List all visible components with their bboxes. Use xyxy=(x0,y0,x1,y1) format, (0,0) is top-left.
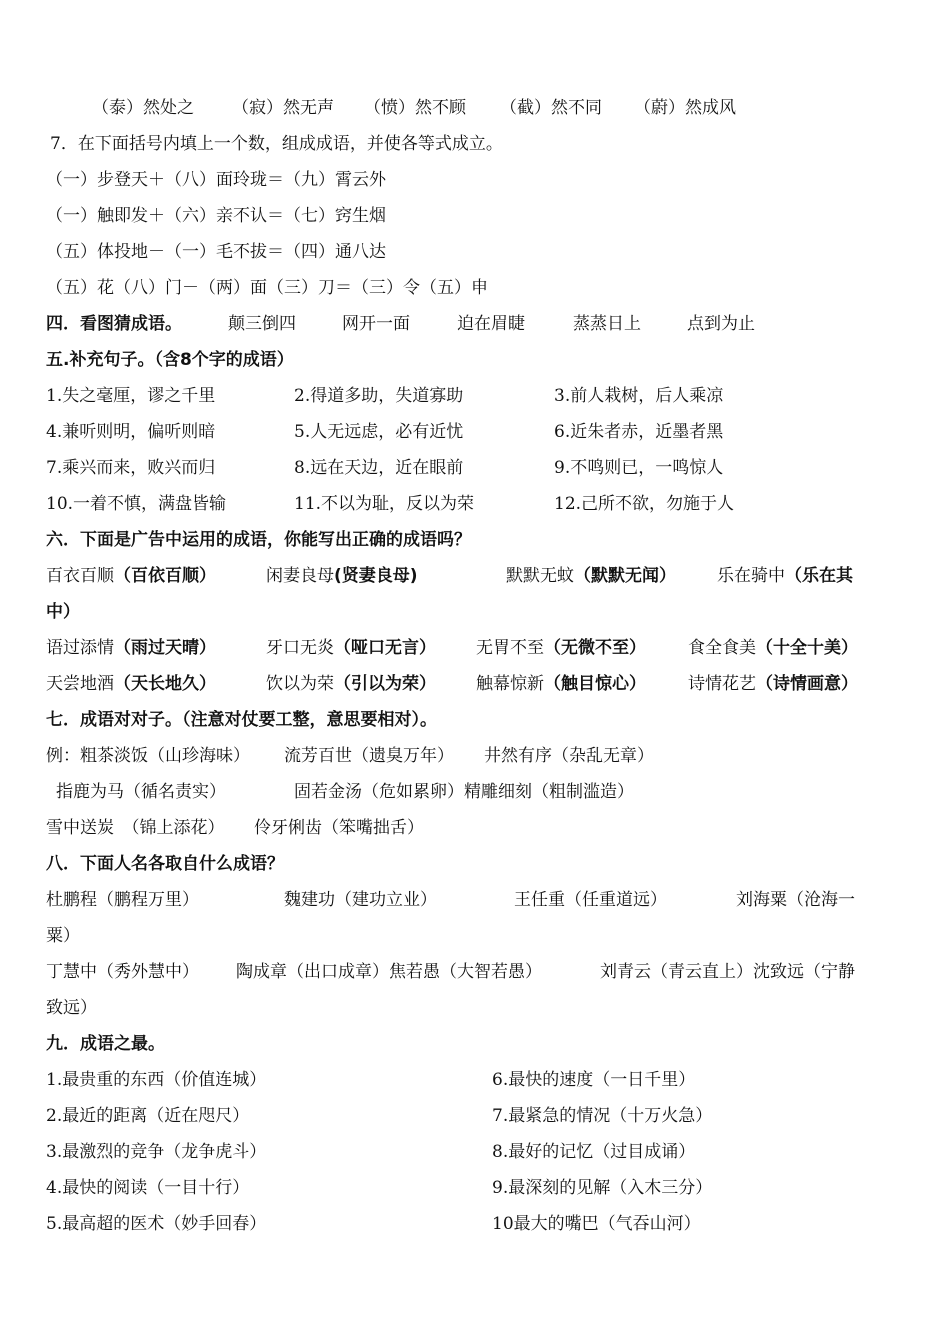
superlative-item: 10最大的嘴巴（气吞山河） xyxy=(492,1214,701,1234)
s7-row xyxy=(46,810,896,846)
superlative-item: 9.最深刻的见解（入木三分） xyxy=(492,1178,713,1198)
couplet-item: 雪中送炭 （锦上添花） xyxy=(46,818,225,838)
sentence-item: 6.近朱者赤，近墨者黑 xyxy=(554,422,724,442)
section-heading: 七．成语对对子。（注意对仗要工整，意思要相对）。 xyxy=(46,710,437,730)
s7-row xyxy=(46,738,896,774)
s8-row xyxy=(46,882,896,918)
ad-wrong: 牙口无炎 xyxy=(266,638,334,658)
s5-row xyxy=(46,450,896,486)
ad-correct: （默默无闻） xyxy=(574,566,676,586)
s9-row xyxy=(46,1062,896,1098)
s6-row xyxy=(46,630,896,666)
sentence-item: 1.失之毫厘，谬之千里 xyxy=(46,386,216,406)
ad-correct: （无微不至） xyxy=(544,638,646,658)
sentence-item: 4.兼听则明，偏听则暗 xyxy=(46,422,216,442)
name-item: 魏建功（建功立业） xyxy=(284,890,437,910)
ad-wrong: 百衣百顺 xyxy=(46,566,114,586)
section-6-heading xyxy=(46,522,896,558)
document-page xyxy=(46,90,896,1242)
couplet-item: 固若金汤（危如累卵）精雕细刻（粗制滥造） xyxy=(294,782,634,802)
s5-row xyxy=(46,378,896,414)
couplet-item: 例：粗茶淡饭（山珍海味） xyxy=(46,746,250,766)
ad-idiom xyxy=(688,666,858,702)
equation-text: （五）花（八）门－（两）面（三）刀＝（三）令（五）申 xyxy=(46,278,488,298)
sentence-item: 11.不以为耻，反以为荣 xyxy=(294,494,475,514)
ran-idiom: （截）然不同 xyxy=(500,98,602,118)
superlative-item: 3.最激烈的竞争（龙争虎斗） xyxy=(46,1142,267,1162)
ad-correct: （哑口无言） xyxy=(334,638,436,658)
s8-row xyxy=(46,918,896,954)
sentence-item: 2.得道多助，失道寡助 xyxy=(294,386,464,406)
section-heading: 四．看图猜成语。 xyxy=(46,314,182,334)
superlative-item: 1.最贵重的东西（价值连城） xyxy=(46,1070,267,1090)
s8-row xyxy=(46,954,896,990)
ad-idiom xyxy=(506,558,676,594)
ad-idiom xyxy=(688,630,858,666)
ad-wrong: 闲妻良母 xyxy=(266,566,334,586)
ad-correct: （百依百顺） xyxy=(114,566,216,586)
ad-correct: （天长地久） xyxy=(114,674,216,694)
ran-idiom: （泰）然处之 xyxy=(92,98,194,118)
section-5-heading xyxy=(46,342,896,378)
name-item: 丁慧中（秀外慧中） xyxy=(46,962,199,982)
ran-idiom: （寂）然无声 xyxy=(232,98,334,118)
s5-row xyxy=(46,486,896,522)
ad-idiom xyxy=(476,630,646,666)
ad-idiom xyxy=(46,630,216,666)
sentence-item: 12.己所不欲，勿施于人 xyxy=(554,494,735,514)
name-item: 王任重（任重道远） xyxy=(514,890,667,910)
equation-text: （一）触即发＋（六）亲不认＝（七）窍生烟 xyxy=(46,206,386,226)
sentence-item: 5.人无远虑，必有近忧 xyxy=(294,422,464,442)
s9-row xyxy=(46,1206,896,1242)
couplet-item: 伶牙俐齿（笨嘴拙舌） xyxy=(254,818,424,838)
sentence-item: 10.一着不慎，满盘皆输 xyxy=(46,494,227,514)
equation-text: （一）步登天＋（八）面玲珑＝（九）霄云外 xyxy=(46,170,386,190)
name-item: 刘海粟（沧海一 xyxy=(736,890,855,910)
ad-wrong: 天尝地酒 xyxy=(46,674,114,694)
section-8-heading xyxy=(46,846,896,882)
section-4 xyxy=(46,306,896,342)
superlative-item: 6.最快的速度（一日千里） xyxy=(492,1070,696,1090)
ran-idiom: （愤）然不顾 xyxy=(364,98,466,118)
section-heading: 八．下面人名各取自什么成语？ xyxy=(46,854,284,874)
ad-correct: （诗情画意） xyxy=(756,674,858,694)
ad-wrong: 食全食美 xyxy=(688,638,756,658)
superlative-item: 4.最快的阅读（一目十行） xyxy=(46,1178,250,1198)
ad-correct: （触目惊心） xyxy=(544,674,646,694)
section-9-heading xyxy=(46,1026,896,1062)
ad-idiom xyxy=(46,558,216,594)
sentence-item: 9.不鸣则已，一鸣惊人 xyxy=(554,458,724,478)
name-item: 刘青云（青云直上）沈致远（宁静 xyxy=(600,962,855,982)
section-heading: 五.补充句子。（含8个字的成语） xyxy=(46,350,294,370)
s6-row xyxy=(46,594,896,630)
ad-wrong: 触幕惊新 xyxy=(476,674,544,694)
name-item: 陶成章（出口成章）焦若愚（大智若愚） xyxy=(236,962,542,982)
sentence-item: 8.远在天边，近在眼前 xyxy=(294,458,464,478)
q7-line xyxy=(46,234,896,270)
ad-correct: (贤妻良母) xyxy=(334,566,418,586)
s6-row xyxy=(46,558,896,594)
ad-idiom xyxy=(717,558,853,594)
superlative-item: 8.最好的记忆（过目成诵） xyxy=(492,1142,696,1162)
q7-line xyxy=(46,270,896,306)
section-7-heading xyxy=(46,702,896,738)
ad-wrong: 语过添情 xyxy=(46,638,114,658)
couplet-item: 流芳百世（遗臭万年） xyxy=(284,746,454,766)
ad-correct: （雨过天晴） xyxy=(114,638,216,658)
section-heading: 九．成语之最。 xyxy=(46,1034,165,1054)
s8-row xyxy=(46,990,896,1026)
ad-idiom xyxy=(266,558,418,594)
ad-idiom xyxy=(266,630,436,666)
ad-idiom xyxy=(266,666,436,702)
s9-row xyxy=(46,1134,896,1170)
ad-correct: （引以为荣） xyxy=(334,674,436,694)
ad-correct: （乐在其 xyxy=(785,566,853,586)
ad-wrong: 乐在骑中 xyxy=(717,566,785,586)
ad-wrong: 饮以为荣 xyxy=(266,674,334,694)
name-item: 致远） xyxy=(46,998,97,1018)
idiom-item: 网开一面 xyxy=(342,314,410,334)
s6-row xyxy=(46,666,896,702)
idiom-item: 颠三倒四 xyxy=(228,314,296,334)
q7-title xyxy=(46,126,896,162)
name-item: 杜鹏程（鹏程万里） xyxy=(46,890,199,910)
superlative-item: 5.最高超的医术（妙手回春） xyxy=(46,1214,267,1234)
ad-idiom xyxy=(476,666,646,702)
ad-correct: 中） xyxy=(46,602,80,622)
couplet-item: 指鹿为马（循名责实） xyxy=(56,782,226,802)
superlative-item: 2.最近的距离（近在咫尺） xyxy=(46,1106,250,1126)
s9-row xyxy=(46,1170,896,1206)
idiom-item: 迫在眉睫 xyxy=(457,314,525,334)
s5-row xyxy=(46,414,896,450)
idiom-item: 蒸蒸日上 xyxy=(573,314,641,334)
sentence-item: 3.前人栽树，后人乘凉 xyxy=(554,386,724,406)
superlative-item: 7.最紧急的情况（十万火急） xyxy=(492,1106,713,1126)
ad-idiom xyxy=(46,666,216,702)
s9-row xyxy=(46,1098,896,1134)
s7-row xyxy=(46,774,896,810)
sentence-item: 7.乘兴而来，败兴而归 xyxy=(46,458,216,478)
ad-wrong: 诗情花艺 xyxy=(688,674,756,694)
q7-title-text: 7．在下面括号内填上一个数，组成成语，并使各等式成立。 xyxy=(50,134,503,154)
ran-idioms-line xyxy=(46,90,896,126)
name-item: 粟） xyxy=(46,926,80,946)
couplet-item: 井然有序（杂乱无章） xyxy=(484,746,654,766)
equation-text: （五）体投地－（一）毛不拔＝（四）通八达 xyxy=(46,242,386,262)
q7-line xyxy=(46,162,896,198)
idiom-item: 点到为止 xyxy=(687,314,755,334)
q7-line xyxy=(46,198,896,234)
ad-correct: （十全十美） xyxy=(756,638,858,658)
ad-wrong: 无胃不至 xyxy=(476,638,544,658)
ran-idiom: （蔚）然成风 xyxy=(634,98,736,118)
section-heading: 六．下面是广告中运用的成语，你能写出正确的成语吗？ xyxy=(46,530,471,550)
ad-wrong: 默默无蚊 xyxy=(506,566,574,586)
